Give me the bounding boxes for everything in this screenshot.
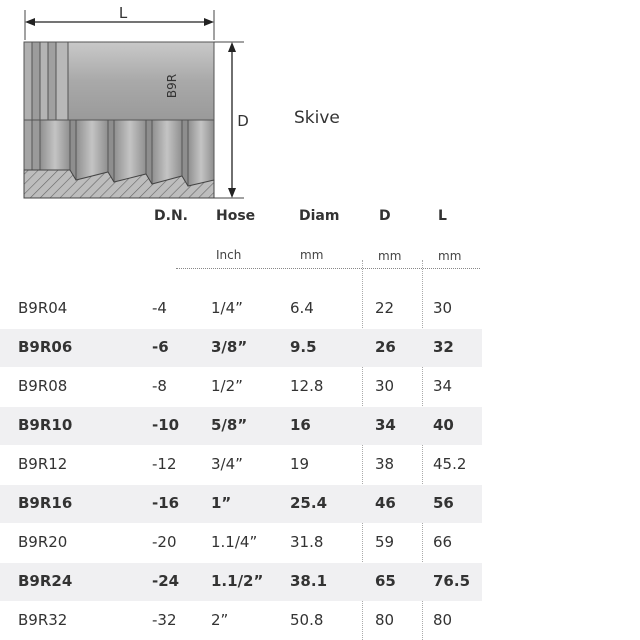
cell-code: B9R20	[18, 533, 68, 551]
table-row	[0, 524, 482, 562]
cell-code: B9R24	[18, 572, 73, 590]
cell-hose: 2”	[211, 611, 229, 629]
header-d: D	[379, 208, 391, 224]
cell-dn: -8	[152, 377, 167, 395]
cell-l: 34	[433, 377, 453, 395]
cell-hose: 5/8”	[211, 416, 248, 434]
cell-diam: 16	[290, 416, 311, 434]
cell-hose: 1”	[211, 494, 232, 512]
cell-code: B9R10	[18, 416, 73, 434]
table-row	[0, 563, 482, 601]
table-row	[0, 368, 482, 406]
cell-d: 38	[375, 455, 395, 473]
cell-d: 30	[375, 377, 395, 395]
cell-dn: -32	[152, 611, 177, 629]
length-dimension-label: L	[118, 4, 128, 22]
cell-l: 30	[433, 299, 453, 317]
cell-d: 46	[375, 494, 396, 512]
product-title: Skive	[294, 108, 340, 128]
cell-code: B9R04	[18, 299, 68, 317]
unit-l: mm	[438, 249, 462, 263]
table-row	[0, 602, 482, 640]
table-row	[0, 290, 482, 328]
cell-code: B9R32	[18, 611, 68, 629]
cell-l: 80	[433, 611, 453, 629]
cell-d: 80	[375, 611, 395, 629]
cell-dn: -10	[152, 416, 180, 434]
table-row	[0, 407, 482, 445]
cell-diam: 25.4	[290, 494, 328, 512]
cell-code: B9R08	[18, 377, 68, 395]
cell-code: B9R16	[18, 494, 73, 512]
table-row	[0, 446, 482, 484]
cell-hose: 1/2”	[211, 377, 243, 395]
header-l: L	[438, 208, 447, 224]
unit-hose: Inch	[216, 248, 242, 262]
cell-dn: -4	[152, 299, 167, 317]
cell-hose: 1.1/4”	[211, 533, 258, 551]
cell-dn: -16	[152, 494, 180, 512]
cell-dn: -6	[152, 338, 169, 356]
cell-d: 22	[375, 299, 395, 317]
cell-dn: -20	[152, 533, 177, 551]
cell-l: 66	[433, 533, 453, 551]
cell-dn: -24	[152, 572, 180, 590]
cell-hose: 3/8”	[211, 338, 248, 356]
cell-hose: 1/4”	[211, 299, 243, 317]
unit-d: mm	[378, 249, 402, 263]
cell-diam: 19	[290, 455, 310, 473]
cell-diam: 6.4	[290, 299, 314, 317]
header-dn: D.N.	[154, 208, 188, 224]
cell-d: 26	[375, 338, 396, 356]
cell-diam: 50.8	[290, 611, 324, 629]
part-marking: B9R	[165, 73, 179, 99]
cell-d: 59	[375, 533, 395, 551]
table-row	[0, 329, 482, 367]
header-diam: Diam	[299, 208, 340, 224]
cell-d: 65	[375, 572, 396, 590]
cell-code: B9R06	[18, 338, 73, 356]
diameter-dimension-label: D	[237, 112, 249, 130]
unit-diam: mm	[300, 248, 324, 262]
cell-l: 40	[433, 416, 454, 434]
cell-hose: 1.1/2”	[211, 572, 264, 590]
header-hose: Hose	[216, 208, 256, 224]
cell-dn: -12	[152, 455, 177, 473]
cell-diam: 12.8	[290, 377, 324, 395]
cell-l: 76.5	[433, 572, 471, 590]
cell-diam: 31.8	[290, 533, 324, 551]
cell-l: 45.2	[433, 455, 467, 473]
cell-diam: 38.1	[290, 572, 328, 590]
cell-hose: 3/4”	[211, 455, 243, 473]
units-divider	[176, 268, 480, 269]
ferrule-technical-drawing	[0, 0, 300, 205]
cell-d: 34	[375, 416, 396, 434]
cell-l: 56	[433, 494, 454, 512]
cell-code: B9R12	[18, 455, 68, 473]
cell-diam: 9.5	[290, 338, 317, 356]
table-row	[0, 485, 482, 523]
cell-l: 32	[433, 338, 454, 356]
